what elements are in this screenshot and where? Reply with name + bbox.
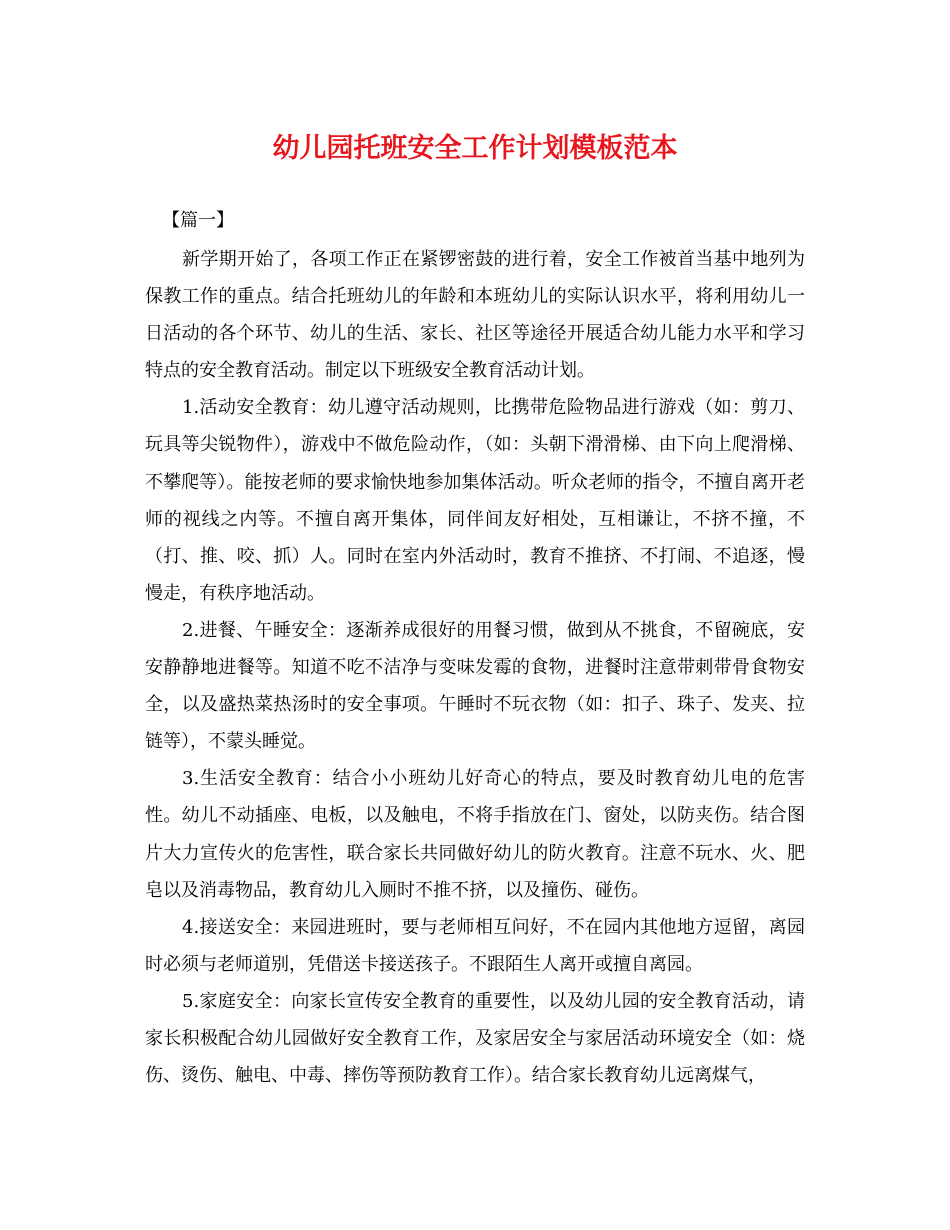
- document-title: 幼儿园托班安全工作计划模板范本: [272, 133, 678, 164]
- document-body: [145, 241, 805, 1094]
- paragraph-life-safety: 3.生活安全教育：结合小小班幼儿好奇心的特点，要及时教育幼儿电的危害性。幼儿不动插座、电板，以及触电，不将手指放在门、窗处，以防夹伤。结合图片大力宣传火的危害性，联合家长共同做好幼儿的防火教育。注意不玩水、火、肥皂以及消毒物品，教育幼儿入厕时不推不挤，以及撞伤、碰伤。: [145, 768, 805, 901]
- paragraph-meal-nap-safety: 2.进餐、午睡安全：逐渐养成很好的用餐习惯，做到从不挑食，不留碗底，安安静静地进餐等。知道不吃不洁净与变味发霉的食物，进餐时注意带刺带骨食物安全，以及盛热菜热汤时的安全事项。午睡时不玩衣物（如：扣子、珠子、发夹、拉链等），不蒙头睡觉。: [145, 619, 805, 753]
- section-label: 【篇一】: [162, 210, 234, 231]
- paragraph-pickup-safety: 4.接送安全：来园进班时，要与老师相互问好，不在园内其他地方逗留，离园时必须与老师道别，凭借送卡接送孩子。不跟陌生人离开或擅自离园。: [145, 916, 805, 975]
- paragraph-intro: 新学期开始了，各项工作正在紧锣密鼓的进行着，安全工作被首当基中地列为保教工作的重点。结合托班幼儿的年龄和本班幼儿的实际认识水平，将利用幼儿一日活动的各个环节、幼儿的生活、家长、社区等途径开展适合幼儿能力水平和学习特点的安全教育活动。制定以下班级安全教育活动计划。: [145, 249, 805, 382]
- paragraph-home-safety: 5.家庭安全：向家长宣传安全教育的重要性，以及幼儿园的安全教育活动，请家长积极配合幼儿园做好安全教育工作，及家居安全与家居活动环境安全（如：烧伤、烫伤、触电、中毒、摔伤等预防教育工作）。结合家长教育幼儿远离煤气，: [145, 990, 805, 1087]
- paragraph-activity-safety: 1.活动安全教育：幼儿遵守活动规则，比携带危险物品进行游戏（如：剪刀、玩具等尖锐物件），游戏中不做危险动作，（如：头朝下滑滑梯、由下向上爬滑梯、不攀爬等）。能按老师的要求愉快地参加集体活动。听众老师的指令，不擅自离开老师的视线之内等。不擅自离开集体，同伴间友好相处，互相谦让，不挤不撞，不（打、推、咬、抓）人。同时在室内外活动时，教育不推挤、不打闹、不追逐，慢慢走，有秩序地活动。: [145, 397, 805, 604]
